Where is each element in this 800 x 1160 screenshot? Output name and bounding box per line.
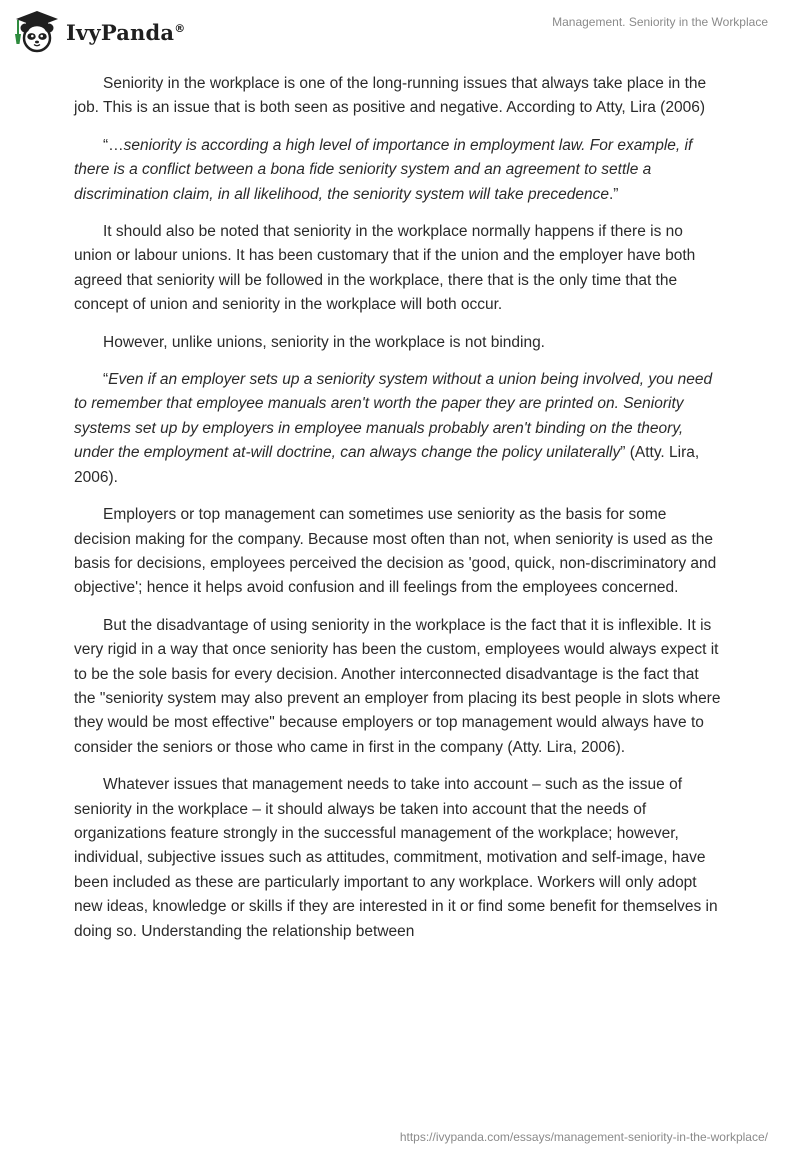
paragraph-3: It should also be noted that seniority in the workplace normally happens if there is no union or labour unions. It has been customary that if the union and the employer have both agreed that seniority will be followed in the workplace, there that is the only time that the concept of union and seniority in the workplace will both occur. — [74, 223, 696, 314]
paragraph-6: Employers or top management can sometimes use seniority as the basis for some decision making for the company. Because most often than not, when seniority is used as the basis for decisions, employees perceived the decision as 'good, quick, non-discriminatory and objective'; hence it helps avoid confusion and ill feelings from the employees concerned. — [74, 506, 717, 597]
paragraph-1: Seniority in the workplace is one of the long-running issues that always take place in the job. This is an issue that is both seen as positive and negative. According to Atty, Lira (2006) — [74, 75, 707, 117]
paragraph-2-quote: “…seniority is according a high level of importance in employment law. For example, if there is a conflict between a bona fide seniority system and an agreement to settle a discrimination claim, in all likelihood, the seniority system will take precedence.” — [74, 136, 693, 203]
document-title: Management. Seniority in the Workplace — [552, 15, 768, 29]
paragraph-7: But the disadvantage of using seniority in the workplace is the fact that it is inflexible. It is very rigid in a way that once seniority has been the custom, employees would always expect it to be the sole basis for every decision. Another interconnected disadvantage is the fact that the "seniority system may also prevent an employer from placing its best people in slots where they would be most effective" because employers or top management would always have to consider the seniors or those who came in first in the company (Atty. Lira, 2006). — [74, 616, 721, 756]
panda-graduate-logo-icon — [14, 10, 60, 54]
source-url[interactable]: https://ivypanda.com/essays/management-seniority-in-the-workplace/ — [399, 1130, 768, 1144]
ivypanda-logo[interactable] — [14, 10, 185, 54]
page-header — [0, 0, 800, 70]
quote-text: Even if an employer sets up a seniority system without a union being involved, you need to remember that employee manuals aren't worth the paper they are printed on. Seniority systems set up by employers in employee manuals probably aren't binding on the theory, under the employment at-will doctrine, can always change the policy unilaterally — [74, 371, 713, 462]
paragraph-4: However, unlike unions, seniority in the workplace is not binding. — [103, 333, 545, 351]
logo-wordmark: IvyPanda® — [66, 19, 186, 45]
paragraph-8: Whatever issues that management needs to take into account – such as the issue of seniority in the workplace – it should always be taken into account that the needs of organizations feature strongly in the successful management of the workplace; however, individual, subjective issues such as attitudes, commitment, motivation and self-image, have been included as these are particularly important to any workplace. Workers will only adopt new ideas, knowledge or skills if they are interested in it or find some benefit for themselves in doing so. Understanding the relationship between — [74, 776, 718, 940]
essay-body — [74, 72, 724, 957]
quote-text: seniority is according a high level of importance in employment law. For example, if there is a conflict between a bona fide seniority system and an agreement to settle a discrimination claim, in all likelihood, the seniority system will take precedence — [74, 136, 693, 203]
paragraph-5-quote: “Even if an employer sets up a seniority system without a union being involved, you need to remember that employee manuals aren't worth the paper they are printed on. Seniority systems set up by employers in employee manuals probably aren't binding on the theory, under the employment at-will doctrine, can always change the policy unilaterally” (Atty. Lira, 2006). — [74, 371, 713, 486]
